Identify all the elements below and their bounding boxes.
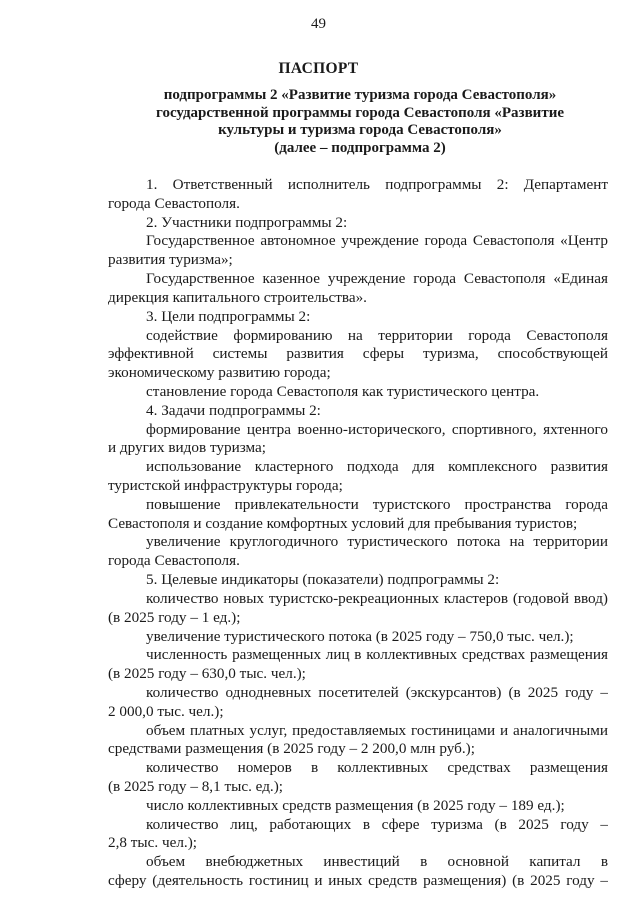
document-body xyxy=(108,176,608,891)
text-line: развития туризма»; xyxy=(108,251,233,269)
text-line: формирование центра военно-исторического, спортивного, яхтенного xyxy=(146,420,608,438)
text-line: дирекция капитального строительства». xyxy=(108,288,367,306)
text-line: 5. Целевые индикаторы (показатели) подпрограммы 2: xyxy=(146,571,500,589)
text-line: число коллективных средств размещения (в 2025 году – 189 ед.); xyxy=(146,796,565,814)
text-line: Государственное казенное учреждение города Севастополя «Единая xyxy=(146,270,608,288)
subtitle-line: государственной программы города Севастополя «Развитие xyxy=(156,104,564,121)
text-line: города Севастополя. xyxy=(108,194,240,212)
text-line: объем внебюджетных инвестиций в основной капитал в xyxy=(146,853,608,871)
text-line: Государственное автономное учреждение города Севастополя «Центр xyxy=(146,232,608,250)
subtitle-line: (далее – подпрограмма 2) xyxy=(274,139,446,156)
text-line: 4. Задачи подпрограммы 2: xyxy=(146,401,321,419)
text-line: 2. Участники подпрограммы 2: xyxy=(146,213,348,231)
document-subtitle xyxy=(150,87,570,157)
subtitle-line: культуры и туризма города Севастополя» xyxy=(218,122,502,138)
text-line: количество однодневных посетителей (экскурсантов) (в 2025 году – xyxy=(146,683,608,701)
text-line: увеличение круглогодичного туристического потока на территории xyxy=(146,533,608,551)
text-line: 2,8 тыс. чел.); xyxy=(108,834,197,852)
text-line: и других видов туризма; xyxy=(108,439,266,457)
text-line: Севастополя и создание комфортных условий для пребывания туристов; xyxy=(108,514,578,532)
text-line: средствами размещения (в 2025 году – 2 200,0 млн руб.); xyxy=(108,740,475,758)
text-line: количество лиц, работающих в сфере туризма (в 2025 году – xyxy=(146,815,608,833)
text-line: (в 2025 году – 1 ед.); xyxy=(108,608,241,626)
text-line: (в 2025 году – 8,1 тыс. ед.); xyxy=(108,778,284,795)
text-line: туристской инфраструктуры города; xyxy=(108,477,343,494)
page-number: 49 xyxy=(311,16,326,32)
text-line: 2 000,0 тыс. чел.); xyxy=(108,702,224,720)
document-title: ПАСПОРТ xyxy=(278,60,359,77)
text-line: экономическому развитию города; xyxy=(108,364,331,382)
text-line: эффективной системы развития сферы туризма, способствующей xyxy=(108,345,608,363)
text-line: использование кластерного подхода для комплексного развития xyxy=(146,458,608,476)
text-line: количество новых туристско-рекреационных кластеров (годовой ввод) xyxy=(146,589,608,607)
subtitle-line: подпрограммы 2 «Развитие туризма города Севастополя» xyxy=(163,87,557,103)
text-line: города Севастополя. xyxy=(108,552,240,570)
text-line: сферу (деятельность гостиниц и иных средств размещения) (в 2025 году – xyxy=(108,872,608,890)
text-line: становление города Севастополя как туристического центра. xyxy=(146,382,540,400)
text-line: повышение привлекательности туристского пространства города xyxy=(146,495,608,513)
text-line: 3. Цели подпрограммы 2: xyxy=(146,307,311,325)
text-line: численность размещенных лиц в коллективных средствах размещения xyxy=(146,646,608,664)
text-line: содействие формированию на территории города Севастополя xyxy=(146,326,608,344)
text-line: количество номеров в коллективных средствах размещения xyxy=(146,759,608,777)
text-line: (в 2025 году – 630,0 тыс. чел.); xyxy=(108,665,306,683)
text-line: объем платных услуг, предоставляемых гостиницами и аналогичными xyxy=(146,721,608,739)
text-line: 1. Ответственный исполнитель подпрограммы 2: Департамент xyxy=(146,176,608,193)
text-line: увеличение туристического потока (в 2025 году – 750,0 тыс. чел.); xyxy=(146,627,574,645)
